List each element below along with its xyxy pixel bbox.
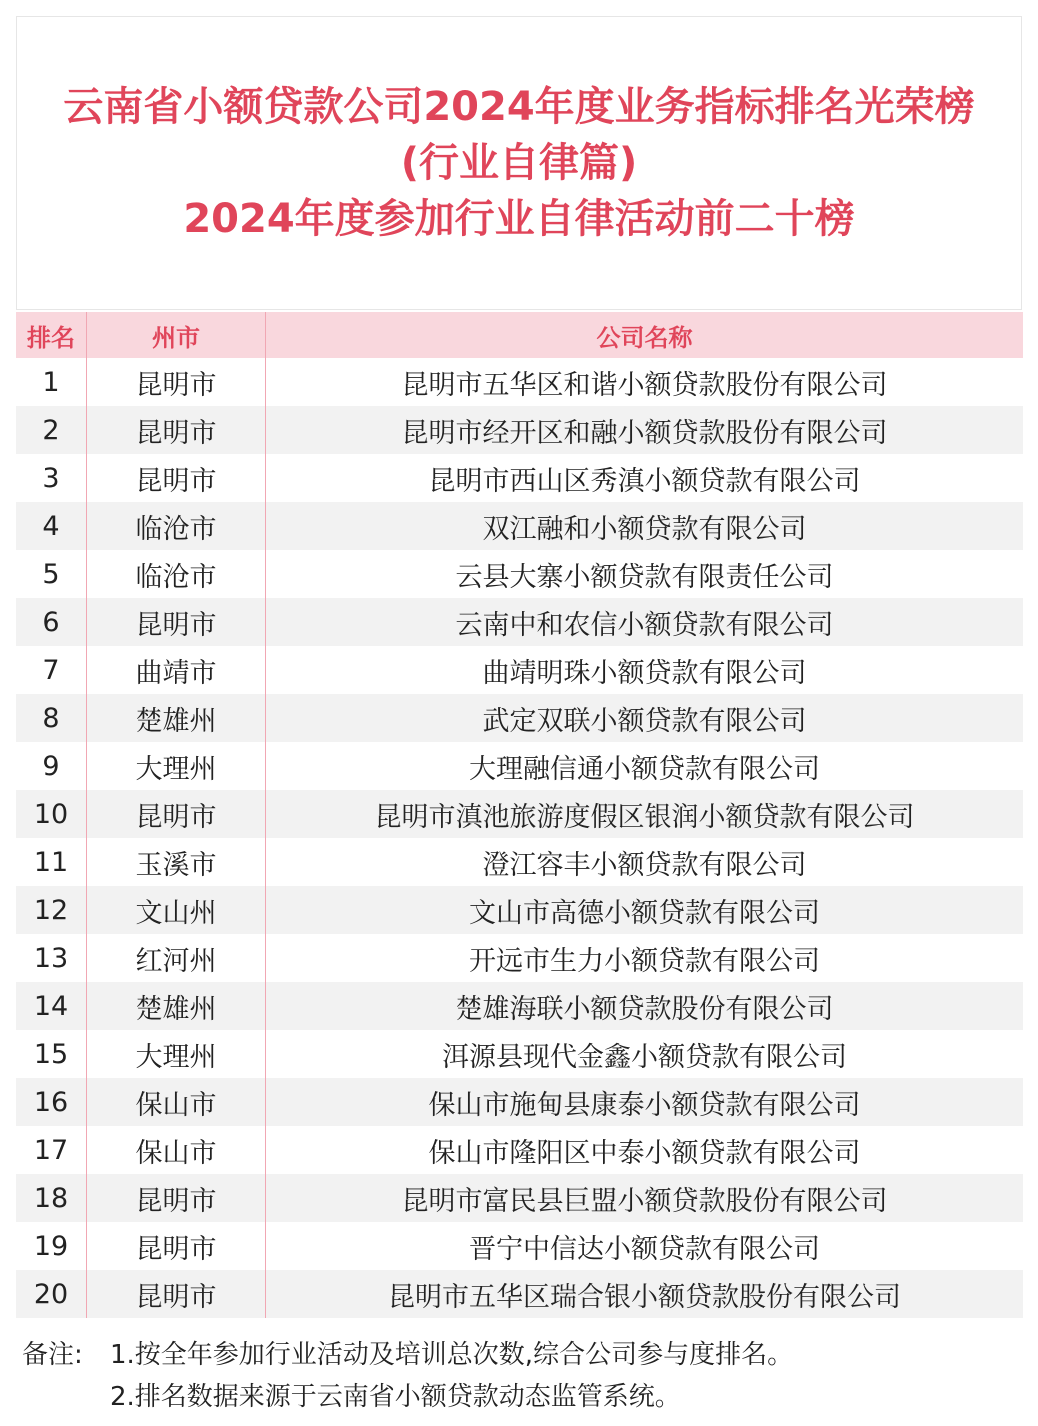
header-region: 州市 [87, 312, 266, 358]
company-cell: 云县大寨小额贷款有限责任公司 [455, 561, 834, 593]
company-cell: 昆明市五华区瑞合银小额贷款股份有限公司 [266, 1270, 1024, 1318]
table-row [16, 934, 1023, 982]
table-row [16, 982, 1023, 1030]
region-cell: 昆明市 [87, 1270, 266, 1318]
company-cell: 昆明市西山区秀滇小额贷款有限公司 [428, 465, 861, 497]
company-cell: 昆明市经开区和融小额贷款股份有限公司 [266, 406, 1024, 454]
rank-cell: 3 [16, 454, 87, 502]
table-row [16, 790, 1023, 838]
region-cell: 昆明市 [87, 790, 266, 838]
region-cell: 曲靖市 [87, 646, 266, 694]
table-row [16, 1174, 1023, 1222]
region-cell: 楚雄州 [87, 982, 266, 1030]
rank-cell: 20 [16, 1270, 87, 1318]
list-title: 2024年度参加行业自律活动前二十榜 [183, 196, 855, 242]
page-subtitle: (行业自律篇) [400, 140, 638, 186]
table-row [16, 358, 1023, 406]
company-cell: 大理融信通小额贷款有限公司 [469, 753, 820, 785]
table-row [16, 454, 1023, 502]
header-rank: 排名 [16, 312, 87, 358]
rank-cell: 1 [16, 358, 87, 406]
region-cell: 文山州 [87, 886, 266, 934]
table-row [16, 742, 1023, 790]
region-cell: 昆明市 [87, 1222, 266, 1270]
table-row [16, 694, 1023, 742]
company-cell: 开远市生力小额贷款有限公司 [469, 945, 820, 977]
company-cell: 洱源县现代金鑫小额贷款有限公司 [442, 1041, 847, 1073]
note-text-1: 1.按全年参加行业活动及培训总次数,综合公司参与度排名。 [110, 1340, 794, 1370]
rank-cell: 16 [16, 1078, 87, 1126]
rank-cell: 12 [16, 886, 87, 934]
rank-cell: 11 [16, 838, 87, 886]
region-cell: 红河州 [87, 934, 266, 982]
notes [22, 1334, 1022, 1418]
table-row [16, 1222, 1023, 1270]
note-text-2: 2.排名数据来源于云南省小额贷款动态监管系统。 [110, 1382, 681, 1412]
table-row [16, 886, 1023, 934]
rank-cell: 4 [16, 502, 87, 550]
rank-cell: 2 [16, 406, 87, 454]
region-cell: 临沧市 [87, 502, 266, 550]
table-row [16, 598, 1023, 646]
company-cell: 楚雄海联小额贷款股份有限公司 [266, 982, 1024, 1030]
table-row [16, 550, 1023, 598]
rank-cell: 19 [16, 1222, 87, 1270]
header-company: 公司名称 [266, 312, 1024, 358]
note-line-2 [22, 1376, 1022, 1418]
rank-cell: 8 [16, 694, 87, 742]
company-cell: 澄江容丰小额贷款有限公司 [482, 849, 807, 881]
company-cell: 文山市高德小额贷款有限公司 [266, 886, 1024, 934]
rank-cell: 13 [16, 934, 87, 982]
region-cell: 玉溪市 [87, 838, 266, 886]
company-cell: 晋宁中信达小额贷款有限公司 [469, 1233, 820, 1265]
title-panel [16, 16, 1022, 310]
table-row [16, 1270, 1023, 1318]
table-body [16, 358, 1023, 1318]
table-header-row [16, 312, 1023, 358]
region-cell: 大理州 [87, 1030, 266, 1078]
table-row [16, 838, 1023, 886]
company-cell: 昆明市滇池旅游度假区银润小额贷款有限公司 [266, 790, 1024, 838]
region-cell: 昆明市 [87, 406, 266, 454]
region-cell: 昆明市 [87, 598, 266, 646]
note-line-1 [22, 1334, 1022, 1376]
company-cell: 武定双联小额贷款有限公司 [266, 694, 1024, 742]
table-row [16, 1030, 1023, 1078]
region-cell: 昆明市 [87, 1174, 266, 1222]
company-cell: 双江融和小额贷款有限公司 [266, 502, 1024, 550]
company-cell: 昆明市富民县巨盟小额贷款股份有限公司 [266, 1174, 1024, 1222]
rank-cell: 15 [16, 1030, 87, 1078]
page-title: 云南省小额贷款公司2024年度业务指标排名光荣榜 [63, 84, 975, 130]
rank-cell: 18 [16, 1174, 87, 1222]
table-row [16, 406, 1023, 454]
rank-cell: 14 [16, 982, 87, 1030]
rank-cell: 5 [16, 550, 87, 598]
rank-cell: 7 [16, 646, 87, 694]
ranking-table [16, 312, 1023, 1318]
table-row [16, 1078, 1023, 1126]
region-cell: 楚雄州 [87, 694, 266, 742]
region-cell: 昆明市 [87, 454, 266, 502]
rank-cell: 6 [16, 598, 87, 646]
region-cell: 保山市 [87, 1078, 266, 1126]
rank-cell: 9 [16, 742, 87, 790]
company-cell: 保山市隆阳区中泰小额贷款有限公司 [428, 1137, 861, 1169]
table-row [16, 646, 1023, 694]
notes-label: 备注: [22, 1340, 83, 1370]
region-cell: 昆明市 [87, 358, 266, 406]
region-cell: 保山市 [87, 1126, 266, 1174]
region-cell: 临沧市 [87, 550, 266, 598]
company-cell: 云南中和农信小额贷款有限公司 [266, 598, 1024, 646]
rank-cell: 17 [16, 1126, 87, 1174]
company-cell: 曲靖明珠小额贷款有限公司 [482, 657, 807, 689]
table-row [16, 502, 1023, 550]
region-cell: 大理州 [87, 742, 266, 790]
rank-cell: 10 [16, 790, 87, 838]
company-cell: 保山市施甸县康泰小额贷款有限公司 [266, 1078, 1024, 1126]
table-row [16, 1126, 1023, 1174]
company-cell: 昆明市五华区和谐小额贷款股份有限公司 [401, 369, 888, 401]
